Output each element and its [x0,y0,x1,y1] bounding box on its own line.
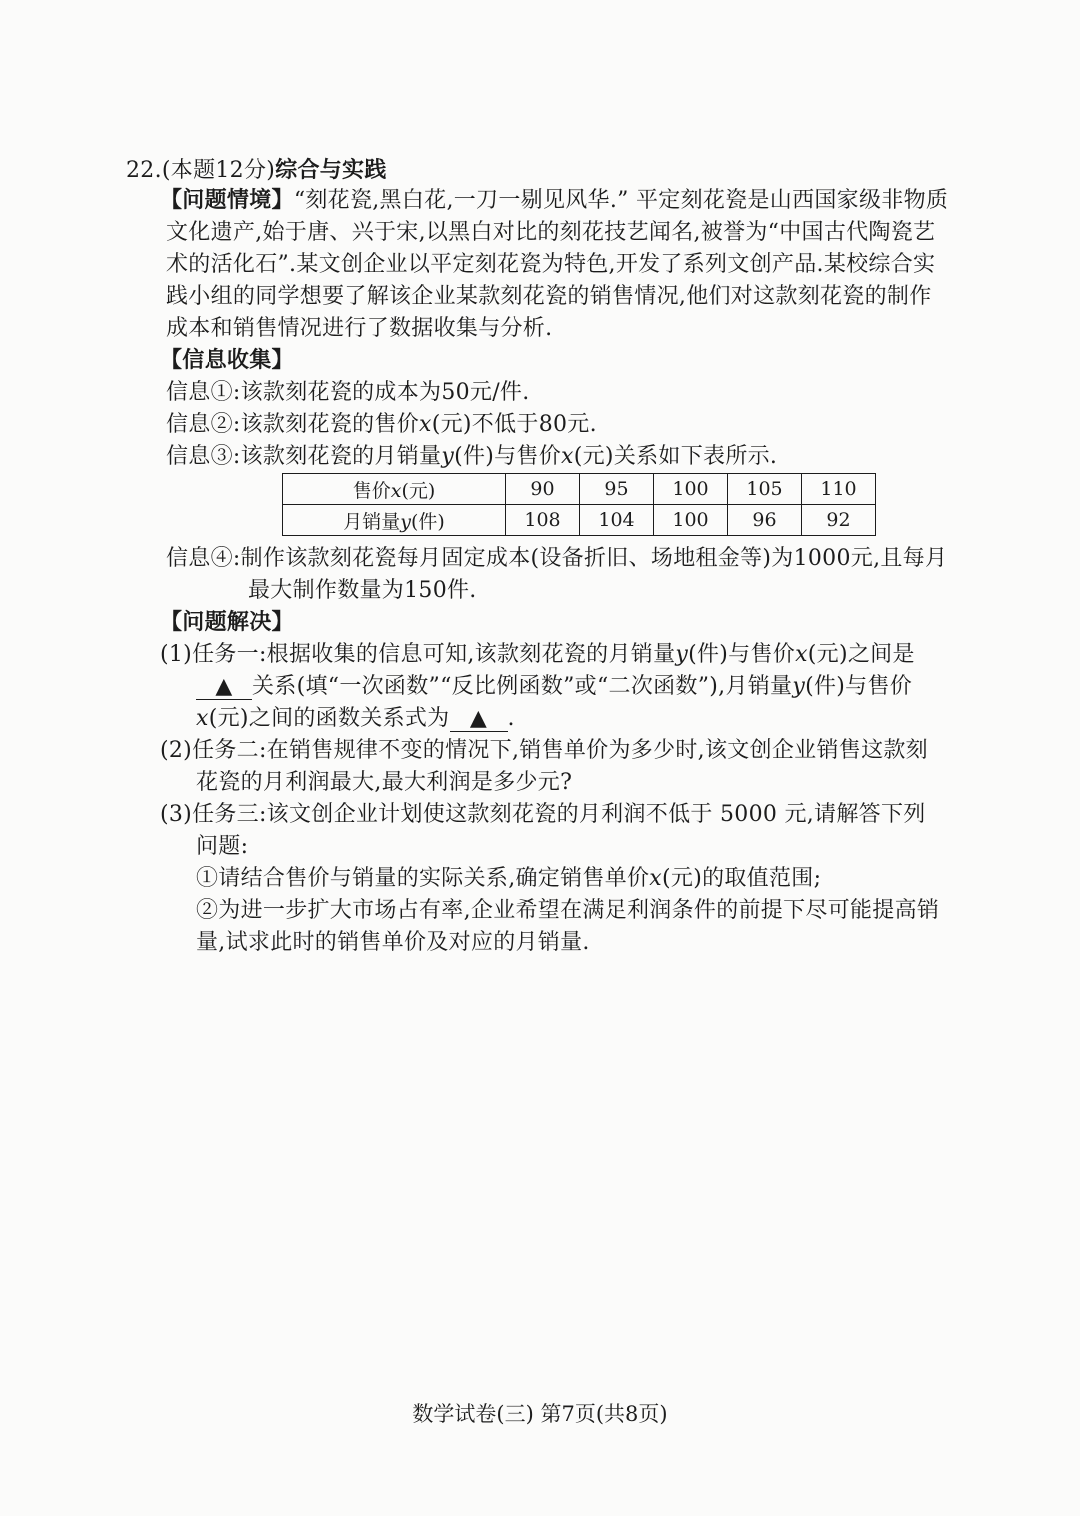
task1-line-2 [196,672,912,702]
situation-heading: 【问题情境】 [160,188,294,213]
task1-line-1 [160,640,915,670]
sub1-text: ①请结合售价与销量的实际关系,确定销售单价 [196,866,650,891]
situation-line-2: 文化遗产,始于唐、兴于宋,以黑白对比的刻花技艺闻名,被誉为“中国古代陶瓷艺 [166,220,936,245]
table-header-sales [283,505,506,536]
task1-text-2: 关系(填“一次函数”“反比例函数”或“二次函数”),月销量 [252,674,793,699]
info-item-2-text: 信息②:该款刻花瓷的售价 [166,412,420,437]
situation-line-3: 术的活化石”.某文创企业以平定刻花瓷为特色,开发了系列文创产品.某校综合实 [166,252,936,277]
task3-line-2: 问题: [196,834,249,859]
info-item-3-text-mid: (件)与售价 [454,444,562,469]
price-sales-table [282,473,876,536]
var-y: y [400,510,411,533]
task1-text-mid: (件)与售价 [688,642,796,667]
question-number: 22. [126,158,162,183]
task1-text-end: (元)之间是 [807,642,915,667]
sales-unit: (件) [410,510,445,533]
task1-period: . [507,706,515,731]
var-x: x [419,412,432,437]
info-item-2-text-end: (元)不低于80元. [431,412,597,437]
page-footer: 数学试卷(三) 第7页(共8页) [412,1402,668,1426]
question-type: 综合与实践 [275,158,387,183]
question-points: (本题12分) [161,158,276,183]
info-item-3-text: 信息③:该款刻花瓷的月销量 [166,444,442,469]
info-item-1: 信息①:该款刻花瓷的成本为50元/件. [166,380,530,405]
info-item-4-line-1: 信息④:制作该款刻花瓷每月固定成本(设备折旧、场地租金等)为1000元,且每月 [166,546,948,571]
var-x: x [649,866,663,891]
task2-line-2: 花瓷的月利润最大,最大利润是多少元? [196,770,573,795]
var-x: x [795,642,808,667]
table-cell: 108 [506,505,580,536]
table-cell: 95 [580,474,654,505]
situation-line-4: 践小组的同学想要了解该企业某款刻花瓷的销售情况,他们对这款刻花瓷的制作 [166,284,932,309]
task2-line-1: (2)任务二:在销售规律不变的情况下,销售单价为多少时,该文创企业销售这款刻 [160,738,928,763]
table-cell: 110 [802,474,876,505]
table-row-price [283,474,876,505]
table-cell: 105 [728,474,802,505]
task3-sub-1 [196,864,821,894]
solve-heading: 【问题解决】 [160,610,294,635]
price-label: 售价 [352,479,391,502]
task1-text: (1)任务一:根据收集的信息可知,该款刻花瓷的月销量 [160,642,676,667]
info-item-3-text-end: (元)关系如下表所示. [573,444,778,469]
var-y: y [441,444,455,469]
price-unit: (元) [401,479,436,502]
table-cell: 104 [580,505,654,536]
var-x: x [561,444,574,469]
task3-sub-2-line-1: ②为进一步扩大市场占有率,企业希望在满足利润条件的前提下尽可能提高销 [196,898,940,923]
situation-line-5: 成本和销售情况进行了数据收集与分析. [166,316,553,341]
info-item-3 [166,442,777,472]
task1-text-2-end: (件)与售价 [805,674,913,699]
info-item-4-line-2: 最大制作数量为150件. [248,578,477,603]
situation-text-1: “刻花瓷,黑白花,一刀一剔见风华.” 平定刻花瓷是山西国家级非物质 [293,188,949,213]
task3-line-1: (3)任务三:该文创企业计划使这款刻花瓷的月利润不低于 5000 元,请解答下列 [160,802,926,827]
table-cell: 96 [728,505,802,536]
answer-blank-1[interactable]: ▲ [196,675,252,700]
sub1-text-end: (元)的取值范围; [662,866,822,891]
answer-blank-2[interactable]: ▲ [450,707,508,732]
var-y: y [792,674,806,699]
situation-line-1 [160,186,948,216]
task1-text-3: (元)之间的函数关系式为 [208,706,450,731]
task1-line-3 [196,704,515,734]
table-cell: 100 [654,505,728,536]
info-item-2 [166,410,597,440]
var-y: y [675,642,689,667]
sales-label: 月销量 [343,510,401,533]
table-row-sales [283,505,876,536]
table-cell: 92 [802,505,876,536]
table-cell: 90 [506,474,580,505]
task3-sub-2-line-2: 量,试求此时的销售单价及对应的月销量. [196,930,590,955]
table-header-price [283,474,506,505]
question-header [126,156,387,186]
var-x: x [390,479,402,502]
info-heading: 【信息收集】 [160,348,294,373]
var-x: x [196,706,209,731]
table-cell: 100 [654,474,728,505]
